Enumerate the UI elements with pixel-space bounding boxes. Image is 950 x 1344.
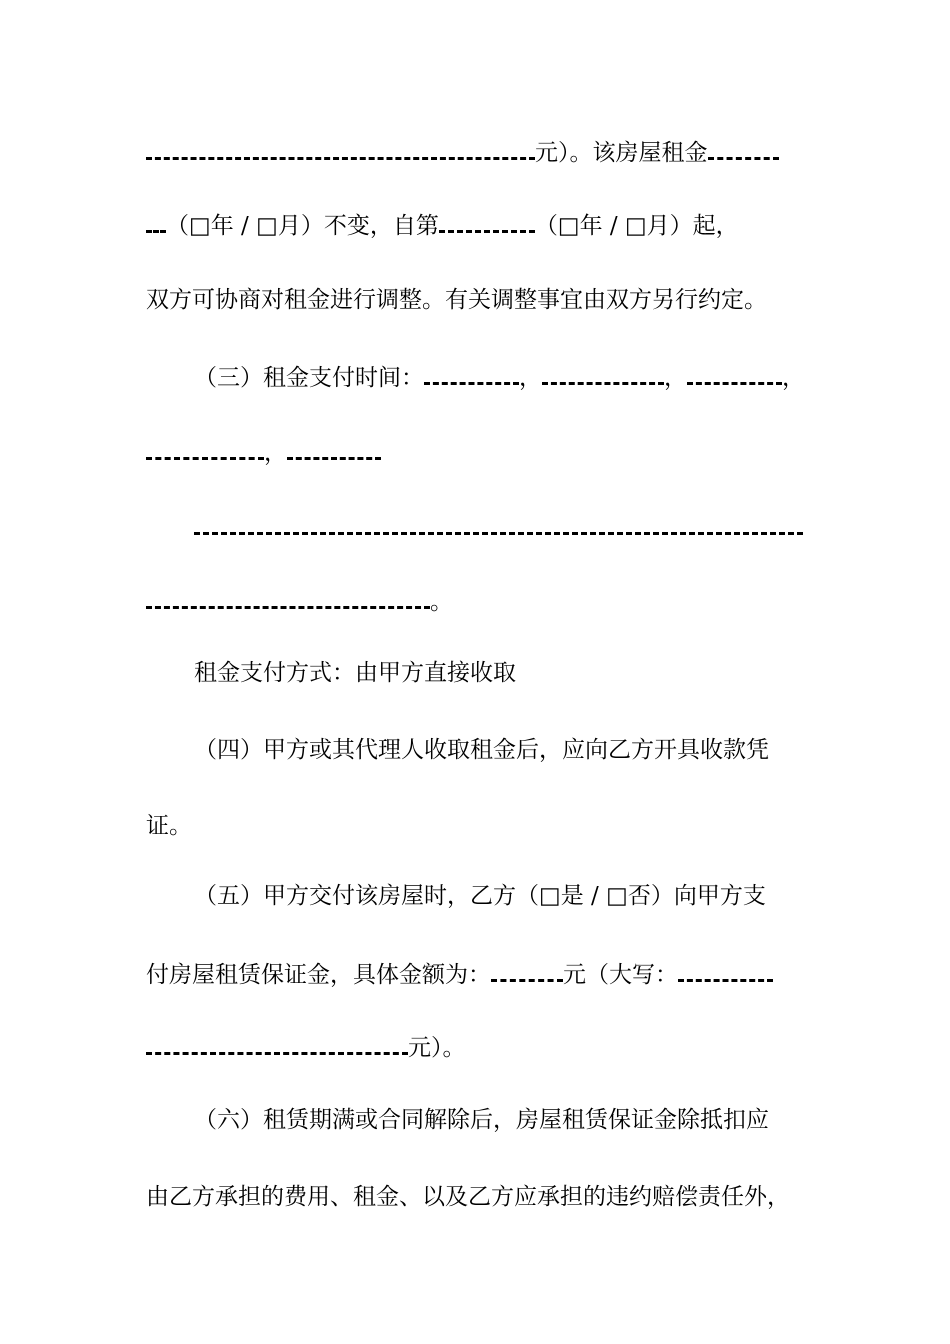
contract-text: （□年 / □月）起， bbox=[534, 213, 739, 239]
contract-line bbox=[194, 653, 516, 693]
contract-text: （三）租金支付时间： bbox=[194, 365, 424, 391]
contract-text: （六）租赁期满或合同解除后，房屋租赁保证金除抵扣应 bbox=[194, 1107, 769, 1133]
fill-in-blank[interactable] bbox=[146, 442, 264, 460]
contract-text: 证。 bbox=[146, 813, 192, 839]
fill-in-blank[interactable] bbox=[146, 1037, 408, 1055]
contract-text: （五）甲方交付该房屋时，乙方（□是 / □否）向甲方支 bbox=[194, 883, 766, 909]
contract-line bbox=[146, 806, 192, 846]
contract-text: ， bbox=[264, 440, 287, 466]
fill-in-blank[interactable] bbox=[687, 367, 782, 385]
fill-in-blank[interactable] bbox=[194, 517, 803, 535]
contract-text: ， bbox=[782, 365, 805, 391]
contract-text: ， bbox=[519, 365, 542, 391]
contract-text: 由乙方承担的费用、租金、以及乙方应承担的违约赔偿责任外， bbox=[146, 1184, 790, 1210]
fill-in-blank[interactable] bbox=[146, 591, 430, 609]
contract-line bbox=[146, 433, 381, 473]
contract-text: （□年 / □月）不变，自第 bbox=[166, 213, 439, 239]
contract-line bbox=[146, 1028, 466, 1068]
fill-in-blank[interactable] bbox=[542, 367, 664, 385]
contract-text: 双方可协商对租金进行调整。有关调整事宜由双方另行约定。 bbox=[146, 287, 767, 313]
fill-in-blank[interactable] bbox=[491, 964, 563, 982]
contract-text: 租金支付方式：由甲方直接收取 bbox=[194, 660, 516, 686]
contract-text: 。 bbox=[430, 589, 453, 615]
contract-line bbox=[146, 582, 453, 622]
contract-line bbox=[146, 133, 779, 173]
fill-in-blank[interactable] bbox=[439, 215, 535, 233]
fill-in-blank[interactable] bbox=[146, 142, 535, 160]
fill-in-blank[interactable] bbox=[287, 442, 381, 460]
contract-line bbox=[146, 206, 739, 246]
contract-text: 元（大写： bbox=[563, 962, 678, 988]
contract-text: 元）。该房屋租金 bbox=[535, 140, 708, 166]
contract-line bbox=[194, 508, 803, 548]
contract-line bbox=[146, 1177, 790, 1217]
contract-text: ， bbox=[664, 365, 687, 391]
contract-text: 付房屋租赁保证金，具体金额为： bbox=[146, 962, 491, 988]
contract-line bbox=[194, 1100, 769, 1140]
fill-in-blank[interactable] bbox=[678, 964, 773, 982]
contract-text: 元）。 bbox=[408, 1035, 466, 1061]
fill-in-blank[interactable] bbox=[146, 215, 166, 233]
contract-line bbox=[194, 730, 769, 770]
contract-line bbox=[146, 955, 773, 995]
contract-line bbox=[194, 358, 805, 398]
fill-in-blank[interactable] bbox=[708, 142, 779, 160]
fill-in-blank[interactable] bbox=[424, 367, 519, 385]
contract-line bbox=[146, 280, 767, 320]
contract-line bbox=[194, 876, 766, 916]
contract-text: （四）甲方或其代理人收取租金后，应向乙方开具收款凭 bbox=[194, 737, 769, 763]
